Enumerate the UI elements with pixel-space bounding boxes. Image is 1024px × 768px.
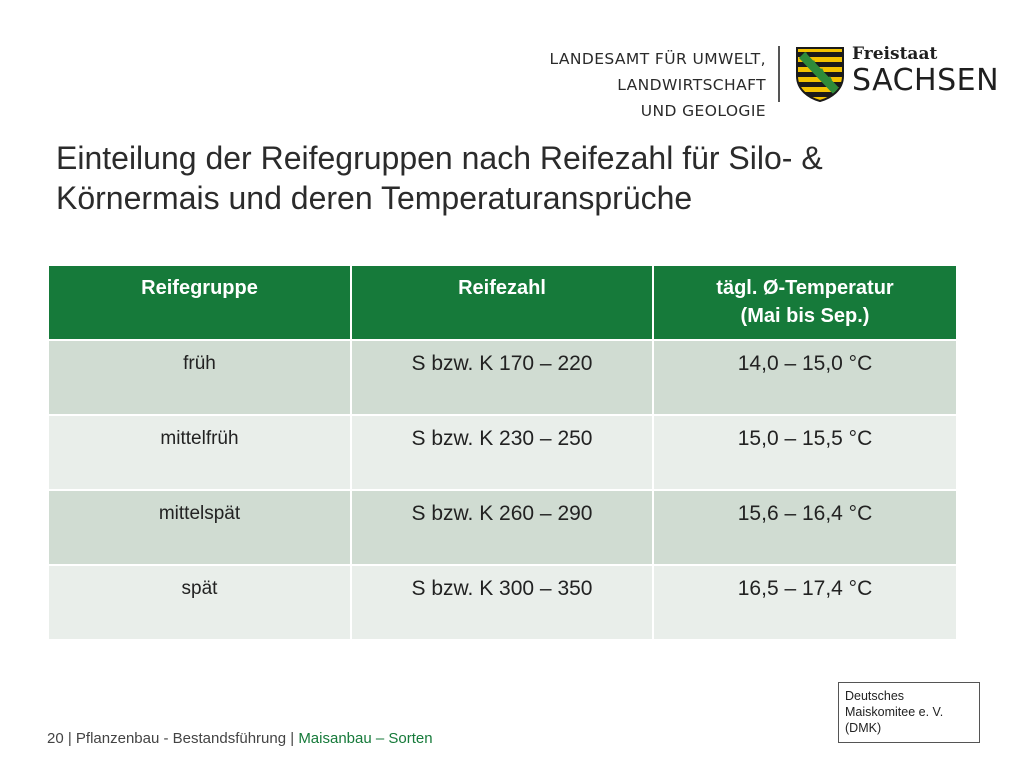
cell-maturity-number: S bzw. K 260 – 290 — [351, 490, 653, 565]
table-row — [49, 490, 956, 565]
cell-maturity-group: mittelspät — [49, 490, 351, 565]
source-line: (DMK) — [845, 721, 882, 735]
source-line: Maiskomitee e. V. — [845, 705, 944, 719]
footer-topic: Maisanbau – Sorten — [298, 730, 433, 747]
cell-maturity-group: früh — [49, 340, 351, 415]
header-daily-temperature-period: (Mai bis Sep.) — [740, 305, 870, 327]
agency-name-line: UND GEOLOGIE — [640, 102, 766, 120]
source-line: Deutsches — [845, 689, 905, 703]
agency-name-line: LANDESAMT FÜR UMWELT, — [549, 50, 766, 68]
maturity-table — [49, 266, 956, 641]
table-row — [49, 340, 956, 415]
agency-name-line: LANDWIRTSCHAFT — [617, 76, 766, 94]
slide-title-line: Einteilung der Reifegruppen nach Reifezahl für Silo- & — [56, 140, 823, 176]
footer-separator: | — [63, 730, 76, 747]
slide-title-line: Körnermais und deren Temperaturansprüche — [56, 180, 693, 216]
header-daily-temperature-line: tägl. Ø-Temperatur — [716, 277, 894, 299]
header-divider — [778, 46, 780, 102]
state-wordmark-big: SACHSEN — [852, 63, 1000, 98]
cell-maturity-group: mittelfrüh — [49, 415, 351, 490]
cell-temperature: 14,0 – 15,0 °C — [653, 340, 956, 415]
page-number: 20 — [47, 730, 64, 747]
table-row — [49, 415, 956, 490]
cell-maturity-number: S bzw. K 170 – 220 — [351, 340, 653, 415]
table-header-row — [49, 266, 956, 340]
table-row — [49, 565, 956, 640]
cell-temperature: 16,5 – 17,4 °C — [653, 565, 956, 640]
cell-maturity-number: S bzw. K 300 – 350 — [351, 565, 653, 640]
saxony-coat-of-arms-icon — [795, 46, 845, 103]
state-wordmark-small: Freistaat — [852, 44, 938, 64]
source-citation — [838, 682, 980, 743]
agency-name — [520, 46, 766, 124]
header-daily-temperature — [653, 266, 956, 340]
slide-title — [56, 138, 986, 218]
header-maturity-number: Reifezahl — [351, 266, 653, 340]
cell-maturity-number: S bzw. K 230 – 250 — [351, 415, 653, 490]
state-wordmark — [852, 44, 1000, 98]
cell-temperature: 15,6 – 16,4 °C — [653, 490, 956, 565]
cell-temperature: 15,0 – 15,5 °C — [653, 415, 956, 490]
footer-section: Pflanzenbau - Bestandsführung — [75, 730, 287, 747]
slide-footer — [47, 730, 433, 748]
footer-separator: | — [286, 730, 299, 747]
cell-maturity-group: spät — [49, 565, 351, 640]
header-maturity-group: Reifegruppe — [49, 266, 351, 340]
